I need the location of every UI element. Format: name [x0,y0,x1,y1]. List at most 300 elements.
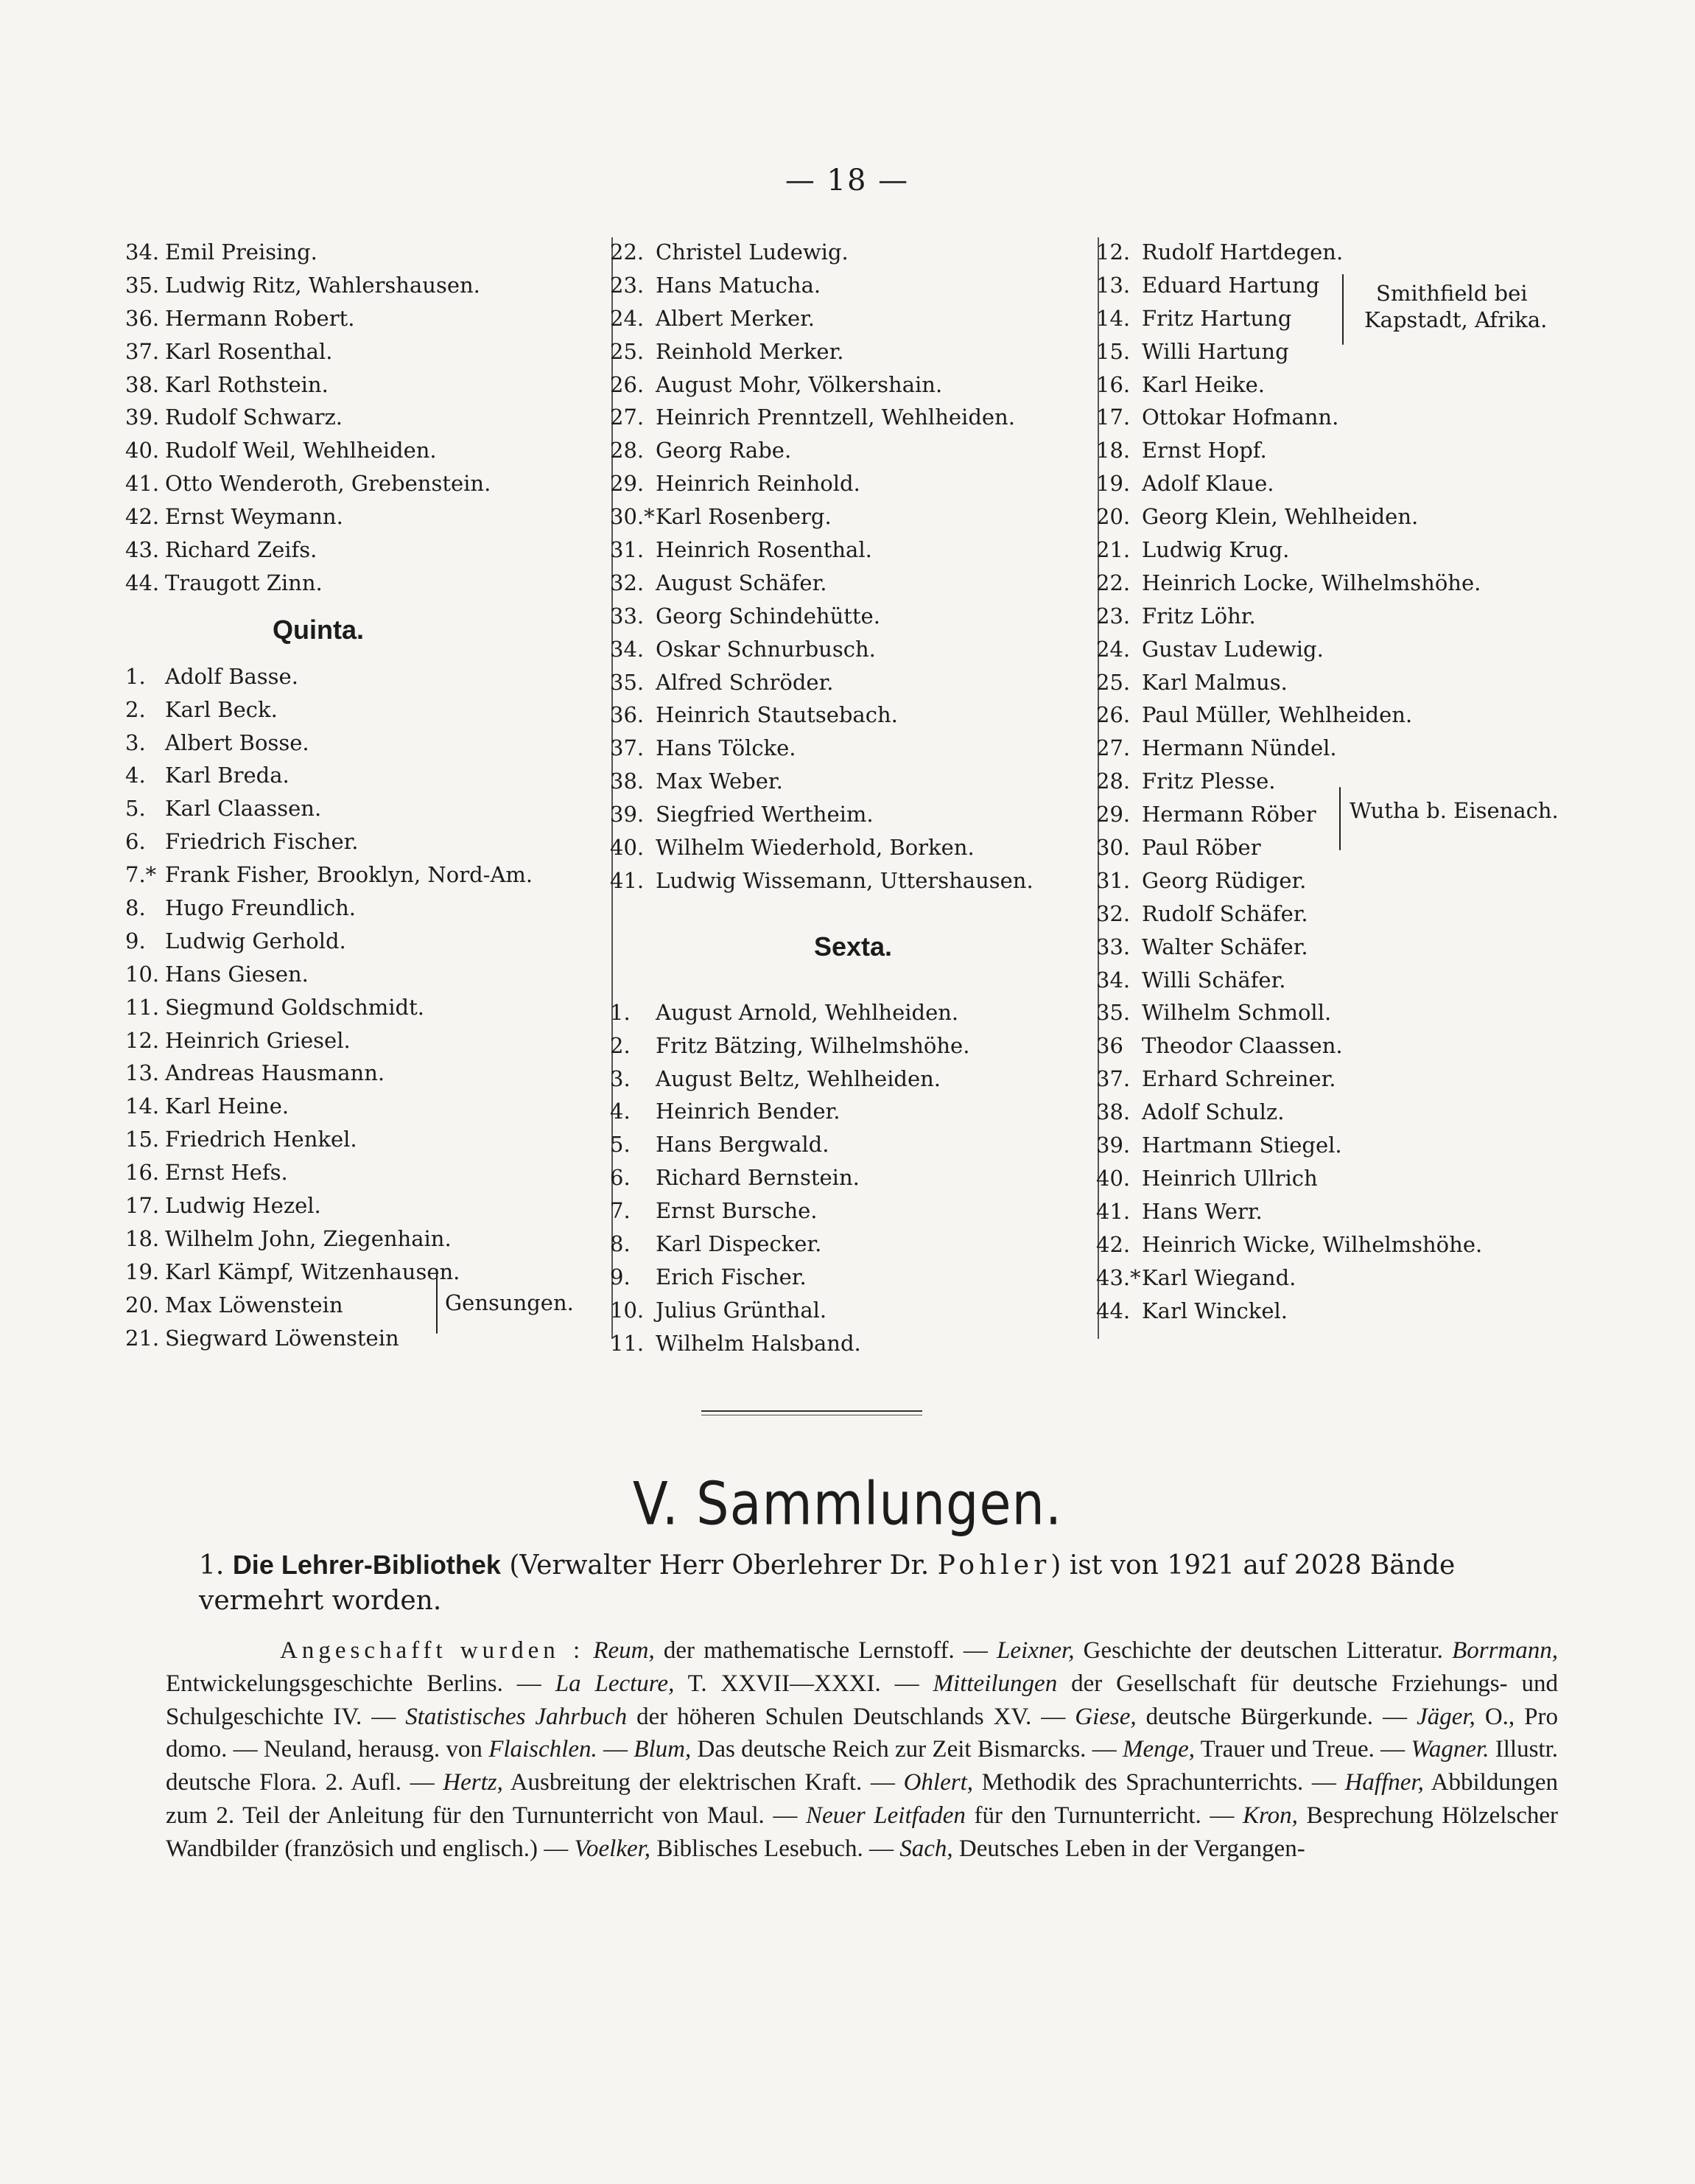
book-author: Statistisches Jahrbuch [405,1703,628,1730]
list-item [1096,732,1626,765]
item-name: Albert Merker. [656,305,815,331]
item-name: August Mohr, Völkershain. [656,371,943,397]
item-number: 34. [1096,967,1131,993]
list-item [1096,765,1626,798]
item-name: Karl Rosenberg. [656,504,832,530]
item-number: 25. [1096,669,1131,695]
item-name: Theodor Claassen. [1142,1033,1343,1059]
item-number: 27. [610,405,645,430]
item-number: 33. [1096,934,1131,959]
list-item [125,500,611,533]
item-number: 35. [1096,1000,1131,1026]
item-number: 29. [1096,802,1131,827]
item-number: 30.* [610,504,655,530]
item-number: 3. [610,1065,631,1091]
list-item [1096,699,1626,732]
item-name: Ludwig Gerhold. [165,928,346,953]
item-name: Heinrich Prenntzell, Wehlheiden. [656,405,1015,430]
list-item [1096,1295,1626,1328]
book-author: Haffner, [1344,1769,1424,1796]
item-name: Oskar Schnurbusch. [656,636,876,662]
item-name: Gustav Ludewig. [1142,636,1324,662]
book-author: Sach, [899,1835,953,1862]
item-name: Hans Werr. [1142,1198,1263,1224]
item-number: 25. [610,338,645,364]
list-item [1096,1029,1626,1063]
item-name: Georg Klein, Wehlheiden. [1142,504,1419,530]
item-name: August Beltz, Wehlheiden. [656,1065,941,1091]
list-item [125,467,611,500]
item-number: 7.* [125,862,157,888]
item-number: 30. [1096,835,1131,861]
item-number: 44. [1096,1298,1131,1323]
list-item [125,1123,611,1156]
item-name: Wilhelm John, Ziegenhain. [165,1225,452,1251]
item-name: Hans Giesen. [165,961,309,987]
list-item [610,600,1096,633]
item-name: Karl Wiegand. [1142,1264,1296,1290]
book-author: Wagner. [1411,1736,1489,1763]
list-item [1096,269,1626,302]
item-number: 32. [610,570,645,595]
item-number: 15. [125,1127,160,1152]
list-item [1096,368,1626,402]
item-name: Andreas Hausmann. [165,1060,385,1086]
item-name: Fritz Hartung [1142,305,1292,331]
item-name: Karl Winckel. [1142,1298,1288,1323]
item-number: 22. [1096,570,1131,595]
item-name: Julius Grünthal. [656,1297,827,1323]
item-number: 10. [125,961,160,987]
book-author: Kron, [1243,1802,1298,1829]
item-name: Rudolf Hartdegen. [1142,239,1344,265]
brace-roeber [1339,787,1341,850]
item-name: Ludwig Hezel. [165,1193,321,1219]
item-name: Heinrich Stautsebach. [656,702,898,728]
list-item [610,434,1096,467]
item-name: Alfred Schröder. [656,669,834,695]
column-1 [125,236,611,1355]
item-number: 39. [125,405,160,430]
item-number: 23. [1096,603,1131,629]
list-item [610,533,1096,567]
item-number: 4. [610,1099,631,1124]
item-number: 35. [610,669,645,695]
list-item [125,269,611,302]
book-description: der mathematische Lernstoff. — [654,1637,997,1664]
book-description: Abbildungen zum 2. Teil der Anleitung für den Turnunterricht von Maul. — [166,1769,1558,1829]
item-name: August Arnold, Wehlheiden. [656,999,959,1025]
item-name: Hugo Freundlich. [165,895,356,921]
item-number: 41. [125,471,160,497]
list-item [1096,666,1626,699]
item-number: 38. [1096,1099,1131,1125]
list-item [125,434,611,467]
book-author: Borrmann, [1452,1637,1558,1664]
book-author: Flaischlen. [488,1736,597,1763]
item-name: Ernst Weymann. [165,504,343,530]
item-number: 37. [610,735,645,761]
item-number: 9. [125,928,146,953]
book-author: Neuer Leitfaden [806,1802,966,1829]
list-item [125,792,611,825]
list-item [1096,401,1626,434]
list-item [125,368,611,402]
item-number: 16. [1096,371,1131,397]
list-item [1096,1195,1626,1228]
item-number: 40. [1096,1165,1131,1191]
list-item [1096,1162,1626,1195]
list-item [610,368,1096,402]
list-quinta [125,660,611,1355]
list-item [1096,633,1626,666]
item-number: 22. [610,239,645,265]
section-title: V. Sammlungen. [632,1469,1063,1539]
item-number: 17. [125,1193,160,1219]
list-item [1096,864,1626,897]
item-name: Traugott Zinn. [165,570,323,595]
acquisitions-text [166,1634,1558,1866]
item-number: 5. [610,1132,631,1158]
item-name: Ludwig Ritz, Wahlershausen. [165,272,480,298]
book-description: Illustr. deutsche Flora. 2. Aufl. — [166,1736,1559,1796]
item-number: 37. [125,338,160,364]
item-name: Ottokar Hofmann. [1142,405,1339,430]
list-item [610,666,1096,699]
item-name: Ernst Hefs. [165,1160,288,1186]
item-name: Reinhold Merker. [656,338,844,364]
item-name: Karl Rosenthal. [165,338,333,364]
item-name: Otto Wenderoth, Grebenstein. [165,471,491,497]
list-item [125,892,611,925]
item-number: 42. [1096,1231,1131,1257]
list-item [610,401,1096,434]
item-name: Willi Hartung [1142,338,1289,364]
book-description: — [597,1736,634,1763]
list-item [610,236,1096,269]
item-name: Fritz Bätzing, Wilhelmshöhe. [656,1032,970,1058]
item-name: Paul Müller, Wehlheiden. [1142,702,1413,728]
list-item [610,1228,1096,1261]
list-item [610,467,1096,500]
item-number: 14. [1096,305,1131,331]
item-name: Paul Röber [1142,835,1261,861]
item-name: August Schäfer. [656,570,827,595]
item-name: Wilhelm Schmoll. [1142,1000,1332,1026]
item-name: Adolf Basse. [165,663,298,689]
item-number: 43.* [1096,1264,1141,1290]
item-number: 36. [610,702,645,728]
item-name: Heinrich Griesel. [165,1027,351,1053]
brace-hartung [1342,274,1344,345]
list-item [610,1294,1096,1327]
item-number: 9. [610,1264,631,1289]
book-author: Reum, [593,1637,655,1664]
item-number: 16. [125,1160,160,1186]
item-name: Ludwig Krug. [1142,537,1290,563]
item-name: Adolf Schulz. [1142,1099,1285,1125]
item-name: Siegfried Wertheim. [656,802,874,827]
item-number: 1. [125,663,146,689]
item-number: 24. [610,305,645,331]
item-name: Rudolf Weil, Wehlheiden. [165,438,437,463]
item-number: 13. [1096,272,1131,298]
item-number: 4. [125,763,146,788]
list-item [125,825,611,858]
item-name: Heinrich Bender. [656,1099,841,1124]
list-item [610,699,1096,732]
item-name: Georg Schindehütte. [656,603,880,629]
item-number: 2. [125,696,146,722]
item-name: Heinrich Locke, Wilhelmshöhe. [1142,570,1481,595]
list-item [610,765,1096,798]
list-item [125,335,611,368]
item-name: Hermann Robert. [165,305,355,331]
heading-quinta: Quinta. [273,614,364,645]
list-item [1096,533,1626,567]
book-description: Entwickelungsgeschichte Berlins. — [166,1670,555,1697]
list-item [610,831,1096,864]
book-description: Ausbreitung der elektrischen Kraft. — [502,1769,904,1796]
list-item [610,732,1096,765]
list-item [1096,567,1626,600]
list-item [1096,1063,1626,1096]
item-number: 31. [610,537,645,563]
list-item [1096,434,1626,467]
paragraph-text-1: (Verwalter Herr Oberlehrer Dr. [509,1550,930,1581]
item-number: 6. [125,829,146,855]
item-number: 34. [125,239,160,265]
list-quinta-continued [610,236,1096,897]
book-author: La Lecture, [555,1670,675,1697]
item-number: 28. [1096,769,1131,794]
book-author: Ohlert, [903,1769,973,1796]
item-name: Karl Dispecker. [656,1231,822,1257]
item-number: 37. [1096,1066,1131,1092]
item-number: 13. [125,1060,160,1086]
list-item [125,302,611,335]
list-item [1096,1261,1626,1295]
item-number: 8. [125,895,146,921]
item-number: 10. [610,1297,645,1323]
item-name: Ernst Bursche. [656,1198,818,1224]
item-number: 36 [1096,1033,1123,1059]
paragraph-lehrer-bibliothek [199,1547,1576,1619]
list-item [125,1189,611,1222]
list-item [1096,1096,1626,1129]
item-name: Eduard Hartung [1142,272,1320,298]
item-number: 18. [1096,438,1131,463]
list-item [125,925,611,958]
book-author: Hertz, [443,1769,503,1796]
item-number: 19. [125,1259,160,1284]
item-number: 28. [610,438,645,463]
item-name: Karl Heike. [1142,371,1265,397]
item-name: Friedrich Fischer. [165,829,359,855]
item-number: 1. [610,999,631,1025]
item-name: Heinrich Ullrich [1142,1165,1318,1191]
note-gensungen: Gensungen. [445,1290,574,1315]
item-name: Frank Fisher, Brooklyn, Nord-Am. [165,862,533,888]
list-item [610,1327,1096,1360]
list-item [610,1063,1096,1096]
acquisitions-lead: Angeschafft wurden : [280,1637,585,1664]
book-author: Voelker, [574,1835,651,1862]
item-number: 19. [1096,471,1131,497]
item-name: Emil Preising. [165,239,317,265]
list-item [125,693,611,727]
heading-sexta: Sexta. [813,931,893,962]
item-number: 42. [125,504,160,530]
book-author: Jäger, [1417,1703,1475,1730]
list-item [125,958,611,991]
item-number: 18. [125,1225,160,1251]
list-item [125,1090,611,1123]
book-description: deutsche Bürgerkunde. — [1136,1703,1417,1730]
paragraph-number: 1. [199,1550,225,1581]
item-number: 11. [610,1330,645,1356]
book-author: Leixner, [997,1637,1075,1664]
list-quarta-continued [125,236,611,600]
item-name: Wilhelm Wiederhold, Borken. [656,835,975,861]
item-name: Erich Fischer. [656,1264,807,1289]
list-item [610,864,1096,897]
item-number: 7. [610,1198,631,1224]
list-item [125,858,611,892]
item-number: 24. [1096,636,1131,662]
list-sexta-continued [1096,236,1626,1327]
item-number: 44. [125,570,160,595]
list-item [610,1161,1096,1194]
item-number: 41. [610,867,645,893]
item-name: Heinrich Rosenthal. [656,537,872,563]
item-number: 8. [610,1231,631,1257]
book-description: der höheren Schulen Deutschlands XV. — [627,1703,1075,1730]
item-number: 20. [1096,504,1131,530]
item-name: Willi Schäfer. [1142,967,1286,993]
list-item [1096,831,1626,864]
book-description: Deutsches Leben in der Vergangen- [952,1835,1305,1862]
item-number: 5. [125,796,146,822]
book-description: Biblisches Lesebuch. — [650,1835,900,1862]
item-number: 29. [610,471,645,497]
book-description: T. XXVII—XXXI. — [674,1670,933,1697]
book-description: O., Pro domo. — Neuland, herausg. von [166,1703,1558,1763]
list-item [125,759,611,792]
item-name: Rudolf Schwarz. [165,405,343,430]
item-number: 43. [125,537,160,563]
list-item [610,1029,1096,1063]
item-number: 14. [125,1093,160,1119]
list-item [125,660,611,693]
item-name: Heinrich Wicke, Wilhelmshöhe. [1142,1231,1483,1257]
note-kapstadt: Kapstadt, Afrika. [1364,307,1548,332]
book-author: Menge, [1122,1736,1195,1763]
list-item [125,401,611,434]
paragraph-name: Pohler [937,1550,1051,1581]
separator-line [701,1410,922,1412]
item-number: 21. [1096,537,1131,563]
list-item [125,1156,611,1189]
list-item [1096,500,1626,533]
book-description: Geschichte der deutschen Litteratur. [1074,1637,1453,1664]
item-name: Karl Kämpf, Witzenhausen. [165,1259,460,1284]
item-number: 40. [610,835,645,861]
list-item [1096,600,1626,633]
item-name: Adolf Klaue. [1142,471,1274,497]
item-name: Karl Beck. [165,696,278,722]
item-number: 12. [1096,239,1131,265]
item-number: 31. [1096,867,1131,893]
item-name: Ludwig Wissemann, Uttershausen. [656,867,1034,893]
item-number: 32. [1096,900,1131,926]
item-name: Hermann Nündel. [1142,735,1337,761]
page-number: — 18 — [785,164,910,197]
list-item [1096,467,1626,500]
book-description: Das deutsche Reich zur Zeit Bismarcks. — [691,1736,1123,1763]
item-number: 3. [125,729,146,755]
list-item [125,991,611,1024]
list-item [610,335,1096,368]
item-name: Rudolf Schäfer. [1142,900,1308,926]
item-number: 11. [125,994,160,1020]
item-name: Max Löwenstein [165,1292,343,1317]
item-number: 20. [125,1292,160,1317]
list-item [610,1194,1096,1228]
item-number: 38. [125,371,160,397]
list-item [610,633,1096,666]
note-wutha: Wutha b. Eisenach. [1350,798,1559,823]
list-item [125,1024,611,1057]
brace-loewenstein [436,1269,438,1334]
list-item [1096,996,1626,1029]
list-item [610,269,1096,302]
item-name: Fritz Plesse. [1142,769,1276,794]
list-item [610,996,1096,1029]
item-name: Hans Tölcke. [656,735,796,761]
item-name: Hans Bergwald. [656,1132,829,1158]
item-number: 39. [1096,1133,1131,1158]
item-number: 41. [1096,1198,1131,1224]
item-name: Christel Ludewig. [656,239,849,265]
item-name: Friedrich Henkel. [165,1127,357,1152]
column-3 [1096,236,1626,1327]
item-number: 27. [1096,735,1131,761]
item-name: Ernst Hopf. [1142,438,1267,463]
item-name: Hans Matucha. [656,272,821,298]
list-item [610,1095,1096,1128]
item-name: Georg Rüdiger. [1142,867,1307,893]
book-author: Mitteilungen [933,1670,1058,1697]
item-number: 2. [610,1032,631,1058]
list-item [1096,1228,1626,1261]
column-2 [610,236,1096,1360]
list-item [1096,236,1626,269]
list-item [125,727,611,760]
item-number: 33. [610,603,645,629]
item-name: Karl Malmus. [1142,669,1288,695]
item-name: Siegmund Goldschmidt. [165,994,424,1020]
list-item [125,236,611,269]
item-name: Siegward Löwenstein [165,1325,399,1351]
item-number: 39. [610,802,645,827]
item-name: Fritz Löhr. [1142,603,1256,629]
item-number: 21. [125,1325,160,1351]
list-item [1096,335,1626,368]
item-number: 26. [610,371,645,397]
list-item [125,1057,611,1090]
item-number: 35. [125,272,160,298]
